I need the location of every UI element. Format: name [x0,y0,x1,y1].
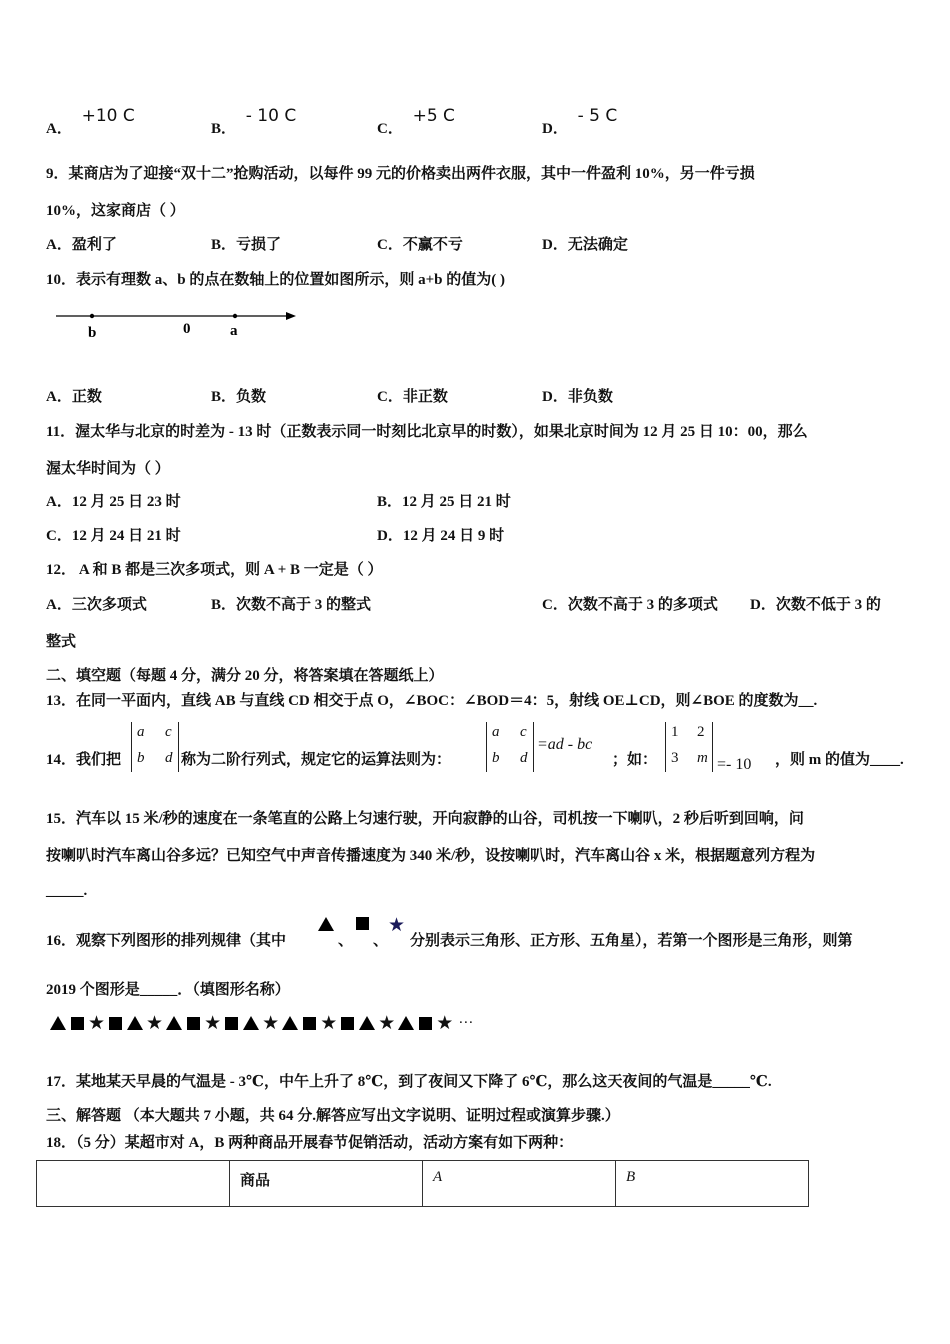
q16-stem-line2: 2019 个图形是_____．（填图形名称） [46,982,290,998]
q11-stem-line1: 11．渥太华与北京的时差为 - 13 时（正数表示同一时刻比北京早的时数），如果北京时间为 12 月 25 日 10：00，那么 [46,424,808,440]
triangle-icon [282,1016,298,1030]
star-icon: ★ [378,1012,396,1034]
q8-option-c: C． +5 C [377,106,455,137]
q14-example-label: ；如： [612,752,658,768]
q14-prefix: 14．我们把 [46,752,122,768]
q8-option-a: A． +10 C [46,106,135,137]
square-icon [71,1017,84,1030]
triangle-icon [398,1016,414,1030]
q12-stem: 12． A 和 B 都是三次多项式，则 A + B 一定是（ ） [46,562,383,578]
q15-answer-blank: _____. [46,883,88,899]
point-b [90,314,94,318]
q11-stem-line2: 渥太华时间为（ ） [46,461,170,477]
star-icon: ★ [146,1012,164,1034]
q12-option-a: A．三次多项式 [46,597,147,613]
q12-option-c: C．次数不高于 3 的多项式 [542,597,718,613]
q16-stem-part2: 分别表示三角形、正方形、五角星），若第一个图形是三角形，则第 [410,933,853,949]
table-row [37,1161,809,1207]
star-icon: ★ [204,1012,222,1034]
sequence-ellipsis: ··· [458,1014,474,1031]
promotion-table [36,1160,809,1207]
q16-stem-part1: 16．观察下列图形的排列规律（其中 [46,933,287,949]
q10-option-d: D．非负数 [542,389,613,405]
star-icon: ★ [320,1012,338,1034]
q10-option-b: B．负数 [211,389,267,405]
triangle-icon [316,917,336,931]
determinant-rule: a c b d [486,722,534,772]
square-icon [341,1017,354,1030]
table-header-b: B [616,1161,809,1207]
q11-option-b: B．12 月 25 日 21 时 [377,494,511,510]
q9-option-a: A．盈利了 [46,237,117,253]
q14-middle-text: 称为二阶行列式，规定它的运算法则为： [181,752,452,768]
q11-option-c: C．12 月 24 日 21 时 [46,528,181,544]
q12-option-b: B．次数不高于 3 的整式 [211,597,372,613]
table-header-empty [37,1161,230,1207]
q18-stem: 18．（5 分）某超市对 A，B 两种商品开展春节促销活动，活动方案有如下两种： [46,1135,574,1151]
label-a: a [230,323,238,339]
section-2-heading: 二、填空题（每题 4 分，满分 20 分，将答案填在答题纸上） [46,668,444,684]
square-icon [109,1017,122,1030]
star-icon: ★ [88,1012,106,1034]
number-line [52,305,302,341]
q14-suffix: ，则 m 的值为____. [775,752,904,768]
q9-option-b: B．亏损了 [211,237,282,253]
star-icon: ★ [262,1012,280,1034]
q11-option-a: A．12 月 25 日 23 时 [46,494,181,510]
q9-stem-line2: 10%，这家商店（ ） [46,203,185,219]
q12-option-d: D．次数不低于 3 的 [750,597,881,613]
q10-option-c: C．非正数 [377,389,448,405]
label-zero: 0 [183,321,191,337]
q15-stem-line2: 按喇叭时汽车离山谷多远？已知空气中声音传播速度为 340 米/秒，设按喇叭时，汽车离山谷 x 米，根据题意列方程为 [46,848,816,864]
q17-stem: 17．某地某天早晨的气温是 - 3℃，中午上升了 8℃，到了夜间又下降了 6℃，那么这天夜间的气温是_____℃. [46,1074,772,1090]
triangle-icon [50,1016,66,1030]
q14-formula: =ad - bc [537,736,593,753]
square-icon [225,1017,238,1030]
q14-example-result: =- 10 [717,756,752,773]
triangle-icon [243,1016,259,1030]
table-header-product: 商品 [230,1161,423,1207]
number-line-arrow [286,312,296,320]
q11-option-d: D．12 月 24 日 9 时 [377,528,505,544]
q16-separator-2: 、 [373,933,389,949]
square-icon [419,1017,432,1030]
triangle-icon [359,1016,375,1030]
point-a [233,314,237,318]
q15-stem-line1: 15．汽车以 15 米/秒的速度在一条笔直的公路上匀速行驶，开向寂静的山谷，司机按一下喇叭，2 秒后听到回响，问 [46,811,804,827]
square-icon [303,1017,316,1030]
label-b: b [88,325,97,341]
table-header-a: A [423,1161,616,1207]
q12-option-d-wrap: 整式 [46,634,77,650]
q8-option-d: D． - 5 C [542,106,618,137]
section-3-heading: 三、解答题 （本大题共 7 小题，共 64 分.解答应写出文字说明、证明过程或演算步骤.） [46,1108,620,1124]
determinant-example: 1 2 3 m [665,722,713,772]
square-icon [187,1017,200,1030]
q9-stem-line1: 9．某商店为了迎接“双十二”抢购活动，以每件 99 元的价格卖出两件衣服，其中一件盈利 10%，另一件亏损 [46,166,755,182]
q10-stem: 10．表示有理数 a、b 的点在数轴上的位置如图所示，则 a+b 的值为( ) [46,272,505,288]
triangle-icon [166,1016,182,1030]
q9-option-c: C．不赢不亏 [377,237,463,253]
q9-option-d: D．无法确定 [542,237,628,253]
triangle-icon [127,1016,143,1030]
q16-separator-1: 、 [338,933,354,949]
square-icon [353,917,372,930]
q10-option-a: A．正数 [46,389,102,405]
star-icon: ★ [436,1012,454,1034]
q13-stem: 13．在同一平面内，直线 AB 与直线 CD 相交于点 O，∠BOC：∠BOD＝4：5，射线 OE⊥CD，则∠BOE 的度数为__. [46,693,818,709]
star-icon: ★ [388,914,406,936]
q8-option-b: B． - 10 C [211,106,297,137]
determinant-generic: a c b d [131,722,179,772]
shape-sequence [48,1012,474,1034]
